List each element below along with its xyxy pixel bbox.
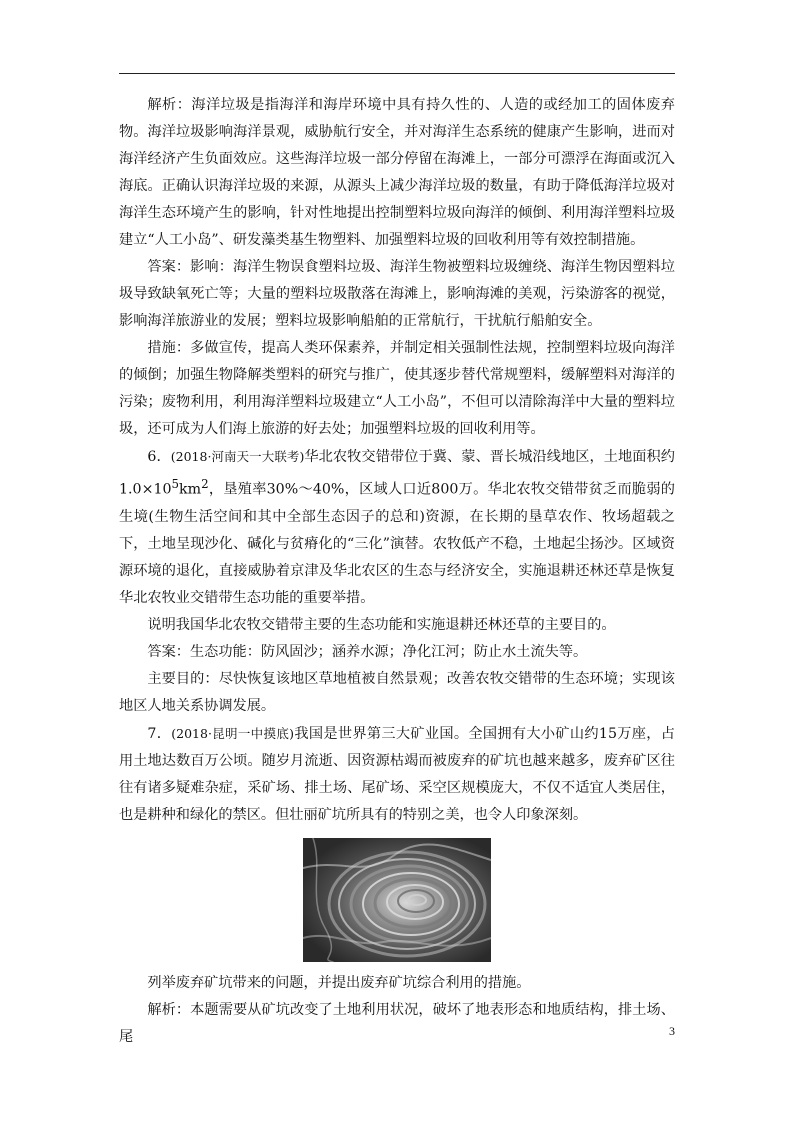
- area-exponent: 5: [171, 477, 180, 491]
- area-value: 1.0×10: [119, 481, 172, 498]
- question-7-text: 我国是世界第三大矿业国。全国拥有大小矿山约15万座，占用土地达数百万公顷。随岁月流逝、因资源枯竭而被废弃的矿坑也越来越多，废弃矿区往往有诸多疑难杂症，采矿场、排土场、尾矿场、采空区规模庞大，不仅不适宜人类居住，也是耕种和绿化的禁区。但壮丽矿坑所具有的特别之美，也令人印象深刻。: [119, 725, 675, 823]
- question-6-paragraph: [119, 443, 675, 612]
- question-7-prompt: 列举废弃矿坑带来的问题，并提出废弃矿坑综合利用的措施。: [147, 974, 531, 991]
- question-6-source: (2018·河南天一大联考): [170, 449, 305, 464]
- question-6-text-a: 华北农牧交错带位于冀、蒙、晋长城沿线地区，土地面积约: [304, 449, 675, 465]
- question-7-paragraph: [119, 720, 675, 829]
- mine-image-icon: [303, 838, 491, 962]
- header-rule: [119, 73, 675, 74]
- question-7-source: (2018·昆明一中摸底): [171, 725, 295, 741]
- question-7-analysis: 解析：本题需要从矿坑改变了土地利用状况，破坏了地表形态和地质结构，排土场、尾: [119, 1001, 675, 1045]
- area-unit: km: [179, 481, 202, 498]
- document-body: [119, 92, 675, 1051]
- page-number: 3: [669, 1024, 675, 1038]
- question-6-text-b: ，垦殖率30%～40%，区域人口近800万。华北农牧交错带贫乏而脆弱的生境(生物生活空间和其中全部生态因子的总和)资源，在长期的垦草农作、牧场超载之下，土地呈现沙化、碱化与贫瘠化的“三化”演替。农牧低产不稳，土地起尘扬沙。区域资源环境的退化，直接威胁着京津及华北农区的生态与经济安全，实施退耕还林还草是恢复华北农牧业交错带生态功能的重要举措。: [119, 481, 675, 606]
- question-6-answer-functions: 答案：生态功能：防风固沙；涵养水源；净化江河；防止水土流失等。: [147, 643, 588, 660]
- answer-paragraph: 答案：影响：海洋生物误食塑料垃圾、海洋生物被塑料垃圾缠绕、海洋生物因塑料垃圾导致缺氧死亡等；大量的塑料垃圾散落在海滩上，影响海滩的美观，污染游客的视觉，影响海洋旅游业的发展；塑料垃圾影响船舶的正常航行，干扰航行船舶安全。: [119, 259, 675, 329]
- area-unit-exponent: 2: [201, 477, 209, 491]
- open-pit-mine-photo: [303, 838, 491, 962]
- question-6-number: 6．: [147, 449, 171, 465]
- analysis-paragraph: 解析：海洋垃圾是指海洋和海岸环境中具有持久性的、人造的或经加工的固体废弃物。海洋垃圾影响海洋景观，威胁航行安全，并对海洋生态系统的健康产生影响，进而对海洋经济产生负面效应。这些海洋垃圾一部分停留在海滩上，一部分可漂浮在海面或沉入海底。正确认识海洋垃圾的来源，从源头上减少海洋垃圾的数量，有助于降低海洋垃圾对海洋生态环境产生的影响，针对性地提出控制塑料垃圾向海洋的倾倒、利用海洋塑料垃圾建立“人工小岛”、研发藻类基生物塑料、加强塑料垃圾的回收利用等有效控制措施。: [119, 97, 675, 248]
- question-7-number: 7．: [147, 725, 172, 742]
- question-6-prompt: 说明我国华北农牧交错带主要的生态功能和实施退耕还林还草的主要目的。: [147, 616, 616, 633]
- question-6-answer-purpose: 主要目的：尽快恢复该地区草地植被自然景观；改善农牧交错带的生态环境；实现该地区人地关系协调发展。: [119, 670, 675, 714]
- measures-paragraph: 措施：多做宣传，提高人类环保素养，并制定相关强制性法规，控制塑料垃圾向海洋的倾倒；加强生物降解类塑料的研究与推广，使其逐步替代常规塑料，缓解塑料对海洋的污染；废物利用，利用海洋塑料垃圾建立“人工小岛”，不但可以清除海洋中大量的塑料垃圾，还可成为人们海上旅游的好去处；加强塑料垃圾的回收利用等。: [119, 340, 675, 437]
